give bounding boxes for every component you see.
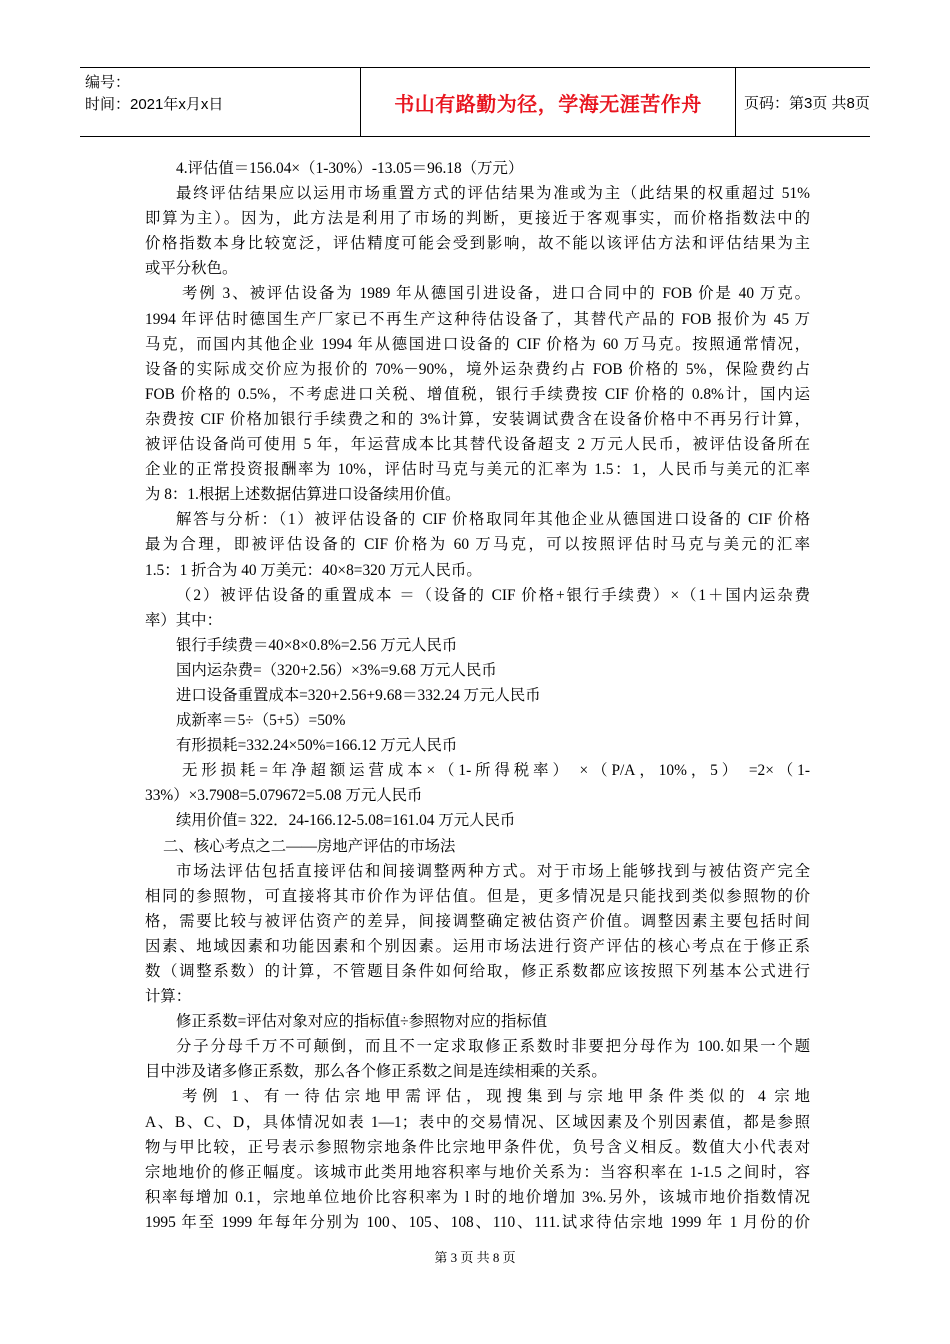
text-line: 即算为主）。因为，此方法是利用了市场的判断，更接近于客观事实，而价格指数法中的 <box>145 210 810 228</box>
text-line: 格，需要比较与被评估资产的差异，间接调整确定被估资产价值。调整因素主要包括时间 <box>145 912 810 930</box>
text-line: 修正系数=评估对象对应的指标值÷参照物对应的指标值 <box>176 1013 548 1031</box>
text-line: 考例 1、有一待估宗地甲需评估，现搜集到与宗地甲条件类似的 4 宗地 <box>182 1088 810 1106</box>
text-line: 企业的正常投资报酬率为 10%，评估时马克与美元的汇率为 1.5：1，人民币与美元的汇率 <box>145 461 810 479</box>
page-footer: 第 3 页 共 8 页 <box>434 1250 516 1265</box>
header-page-label: 页码：第3页 共8页 <box>744 94 870 112</box>
text-line: 被评估设备尚可使用 5 年，年运营成本比其替代设备超支 2 万元人民币，被评估设备所在 <box>145 436 810 454</box>
text-line: 目中涉及诸多修正系数，那么各个修正系数之间是连续相乘的关系。 <box>145 1063 607 1081</box>
text-line: 二、核心考点之二——房地产评估的市场法 <box>163 837 456 855</box>
text-line: 宗地地价的修正幅度。该城市此类用地容积率与地价关系为：当容积率在 1-1.5 之间时，容 <box>145 1163 810 1181</box>
text-line: 有形损耗=332.24×50%=166.12 万元人民币 <box>176 737 458 755</box>
text-line: 解答与分析：（1）被评估设备的 CIF 价格取同年其他企业从德国进口设备的 CIF 价格 <box>176 511 810 529</box>
text-line: 马克，而国内其他企业 1994 年从德国进口设备的 CIF 价格为 60 万马克。按照通常情况， <box>145 335 810 353</box>
header-motto-cell <box>360 68 736 136</box>
text-line: 最为合理，即被评估设备的 CIF 价格为 60 万马克，可以按照评估时马克与美元的汇率 <box>145 536 810 554</box>
text-line: 价格指数本身比较宽泛，评估精度可能会受到影响，故不能以该评估方法和评估结果为主 <box>145 235 810 253</box>
text-line: 分子分母千万不可颠倒，而且不一定求取修正系数时非要把分母作为 100.如果一个题 <box>176 1038 810 1056</box>
text-line: （2）被评估设备的重置成本 ＝（设备的 CIF 价格+银行手续费）×（1＋国内运杂费 <box>176 586 810 604</box>
text-line: 杂费按 CIF 价格加银行手续费之和的 3%计算，安装调试费含在设备价格中不再另行计算， <box>145 410 810 428</box>
page-header <box>80 67 870 137</box>
text-line: 因素、地域因素和功能因素和个别因素。运用市场法进行资产评估的核心考点在于修正系 <box>145 937 810 955</box>
document-time-label: 时间：2021年x月x日 <box>85 96 224 113</box>
text-line: 国内运杂费=（320+2.56）×3%=9.68 万元人民币 <box>176 661 497 679</box>
text-line: 1.5：1 折合为 40 万美元：40×8=320 万元人民币。 <box>145 561 482 579</box>
header-motto: 书山有路勤为径，学海无涯苦作舟 <box>394 91 702 116</box>
text-line: 成新率＝5÷（5+5）=50% <box>176 712 346 730</box>
text-line: 1995 年至 1999 年每年分别为 100、105、108、110、111.试求待估宗地 1999 年 1 月份的价 <box>145 1213 810 1231</box>
text-line: 数（调整系数）的计算，不管题目条件如何给取，修正系数都应该按照下列基本公式进行 <box>145 963 810 980</box>
text-line: 4.评估值＝156.04×（1-30%）-13.05＝96.18（万元） <box>176 160 524 177</box>
header-meta <box>85 72 280 116</box>
text-line: 市场法评估包括直接评估和间接调整两种方式。对于市场上能够找到与被估资产完全 <box>176 862 810 880</box>
text-line: 银行手续费＝40×8×0.8%=2.56 万元人民币 <box>176 636 458 654</box>
text-line: 相同的参照物，可直接将其市价作为评估值。但是，更多情况是只能找到类似参照物的价 <box>145 887 810 905</box>
text-line: 续用价值= 322．24-166.12-5.08=161.04 万元人民币 <box>176 812 516 830</box>
text-line: A、B、C、D，具体情况如表 1—1；表中的交易情况、区域因素及个别因素值，都是参照 <box>145 1113 810 1131</box>
text-line: FOB 价格的 0.5%，不考虑进口关税、增值税，银行手续费按 CIF 价格的 0.8%计，国内运 <box>145 385 810 403</box>
text-line: 进口设备重置成本=320+2.56+9.68＝332.24 万元人民币 <box>176 686 541 704</box>
text-line: 最终评估结果应以运用市场重置方式的评估结果为准或为主（此结果的权重超过 51% <box>176 185 810 203</box>
text-line: 考例 3、被评估设备为 1989 年从德国引进设备，进口合同中的 FOB 价是 40 万克。 <box>182 285 810 303</box>
text-line: 物与甲比较，正号表示参照物宗地条件比宗地甲条件优，负号含义相反。数值大小代表对 <box>145 1138 810 1156</box>
text-line: 或平分秋色。 <box>145 260 238 278</box>
text-line: 为 8：1.根据上述数据估算进口设备续用价值。 <box>145 486 461 504</box>
text-line: 设备的实际成交价应为报价的 70%－90%，境外运杂费约占 FOB 价格的 5%，保险费约占 <box>145 360 810 378</box>
text-line: 积率每增加 0.1，宗地单位地价比容积率为 l 时的地价增加 3%.另外，该城市地价指数情况 <box>145 1188 810 1206</box>
text-line: 1994 年评估时德国生产厂家已不再生产这种待估设备了，其替代产品的 FOB 报价为 45 万 <box>145 310 810 328</box>
document-number-label: 编号： <box>85 74 131 91</box>
text-line: 计算： <box>145 988 192 1006</box>
text-line: 无形损耗=年净超额运营成本×（1-所得税率） ×（P/A，10%，5） =2×（1- <box>182 762 810 780</box>
document-body <box>145 156 810 1235</box>
text-line: 33%）×3.7908=5.079672=5.08 万元人民币 <box>145 787 423 805</box>
text-line: 率）其中： <box>145 611 222 629</box>
